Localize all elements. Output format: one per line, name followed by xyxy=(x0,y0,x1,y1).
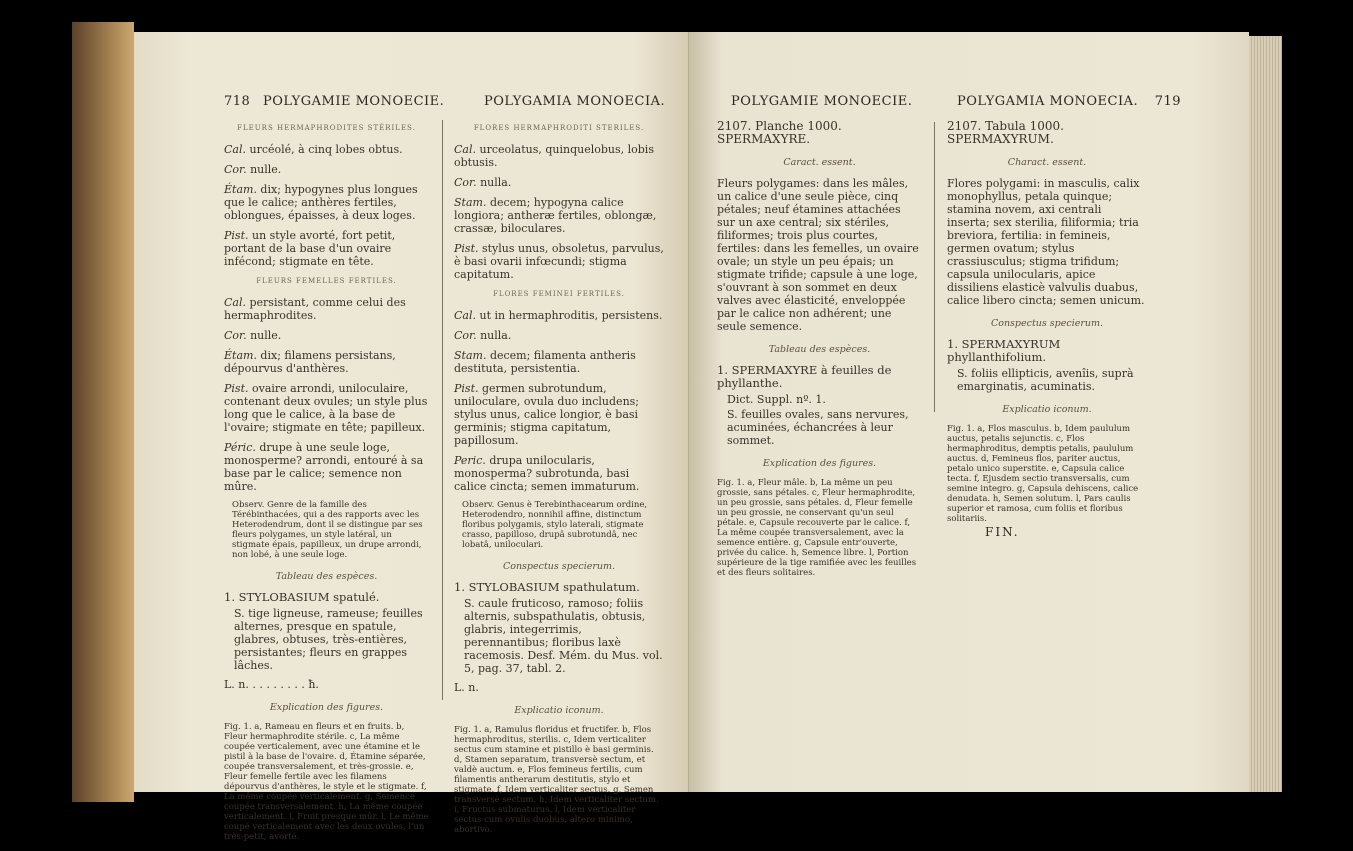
entry-cor xyxy=(224,329,429,342)
entry-text: urcéolé, à cinq lobes obtus. xyxy=(246,143,403,156)
entry-label: Peric. xyxy=(454,454,486,467)
entry-label: Cor. xyxy=(454,176,477,189)
running-head: POLYGAMIA MONOECIA. xyxy=(957,94,1139,109)
figures-heading: Explicatio iconum. xyxy=(1002,404,1092,415)
entry-label: Pist. xyxy=(224,229,249,242)
entry-label: Cal. xyxy=(224,296,246,309)
entry-peric xyxy=(454,454,664,493)
entry-text: decem; filamenta antheris destituta, persistentia. xyxy=(454,349,636,375)
entry-label: Cor. xyxy=(224,163,247,176)
entry-text: nulla. xyxy=(476,329,512,342)
entry-text: ovaire arrondi, uniloculaire, contenant deux ovules; un style plus long que le calice, à la base de l'ovaire; stigmate en tête; papilleux. xyxy=(224,382,428,434)
figures-explanation: Fig. 1. a, Fleur mâle. b, La même un peu grossie, sans pétales. c, Fleur hermaphrodite, un peu grossie, sans pétales. d, Fleur femelle un peu grossie, ne conservant qu'un seul pétale. e, Capsule recouverte par le calice. f, La même coupée transversalement, avec la semence entière. g, Capsule entr'ouverte, privée du calice. h, Semence libre. l, Portion supérieure de la tige ramifiée avec les feuilles et des fleurs solitaires. xyxy=(717,478,917,578)
entry-text: urceolatus, quinquelobus, lobis obtusis. xyxy=(454,143,654,169)
species-title: 1. STYLOBASIUM spathulatum. xyxy=(454,580,640,594)
entry-text: nulle. xyxy=(246,163,282,176)
french-column xyxy=(717,120,922,587)
entry-cal xyxy=(454,143,664,169)
entry-text: persistant, comme celui des hermaphrodites. xyxy=(224,296,406,322)
figures-heading: Explication des figures. xyxy=(269,702,384,713)
entry-etam xyxy=(224,349,429,375)
running-head: POLYGAMIE MONOECIE. xyxy=(262,94,445,109)
entry-text: germen subrotundum, uniloculare, ovula duo includens; stylus unus, calice longior, è basi germinis; stigma capitatum, papillosum. xyxy=(454,382,640,447)
entry-label: Péric. xyxy=(224,441,256,454)
entry-text: nulla. xyxy=(476,176,512,189)
open-book xyxy=(72,22,1282,842)
entry-label: Pist. xyxy=(454,242,479,255)
species-description: S. tige ligneuse, rameuse; feuilles alternes, presque en spatule, glabres, obtuses, très-entières, persistantes; fleurs en grappes lâches. xyxy=(234,607,423,672)
right-page-header-fr: POLYGAMIE MONOECIE. xyxy=(731,94,913,109)
left-page xyxy=(134,32,689,842)
species-table-heading: Tableau des espèces. xyxy=(768,344,871,355)
habitat: L. n. xyxy=(454,681,479,694)
entry-label: Pist. xyxy=(454,382,479,395)
section-heading: FLEURS FEMELLES FERTILES. xyxy=(256,277,397,285)
latin-column xyxy=(454,116,664,844)
character-description: Flores polygami: in masculis, calix monophyllus, petala quinque; stamina novem, axi centrali inserta; sex sterilia, filiformia; tria breviora, fertilia: in femineis, germen ovatum; stylus crassiusculus; stigma trifidum; capsula unilocularis, apice dissiliens elasticè valvulis duabus, calice libero cincta; semen unicum. xyxy=(947,177,1145,307)
section-heading: FLEURS HERMAPHRODITES STÉRILES. xyxy=(237,124,416,132)
observation-note: Observ. Genre de la famille des Térébinthacées, qui a des rapports avec les Heterodendrum, dont il se distingue par ses fleurs polygames, un style latéral, un stigmate épais, papilleux, un drupe arrondi, non lobé, à une seule loge. xyxy=(232,500,423,560)
entry-cor xyxy=(454,176,664,189)
entry-label: Cor. xyxy=(454,329,477,342)
left-page-header-fr xyxy=(224,94,444,109)
entry-pist xyxy=(454,382,664,447)
entry-cor xyxy=(224,163,429,176)
entry-cal xyxy=(224,143,429,156)
entry-label: Stam. xyxy=(454,196,487,209)
figures-heading: Explication des figures. xyxy=(762,458,877,469)
book-edge-left xyxy=(72,22,134,802)
entry-label: Cal. xyxy=(454,143,476,156)
entry-text: dix; hypogynes plus longues que le calice; anthères fertiles, oblongues, épaisses, à deux loges. xyxy=(224,183,418,222)
species-description: S. foliis ellipticis, avenîis, suprà emarginatis, acuminatis. xyxy=(957,367,1134,393)
species-description: S. caule fruticoso, ramoso; foliis alternis, subspathulatis, obtusis, glabris, integerrimis, perennantibus; floribus laxè racemosis. Desf. Mém. du Mus. vol. 5, pag. 37, tabl. 2. xyxy=(464,597,663,675)
figures-explanation: Fig. 1. a, Rameau en fleurs et en fruits. b, Fleur hermaphrodite stérile. c, La même coupée verticalement, avec une étamine et le pistil à la base de l'ovaire. d, Étamine séparée, coupée transversalement, et très-grossie. e, Fleur femelle fertile avec les filamens dépourvus d'anthères, le style et le stigmate. f, La même coupée verticalement. g, Semence coupée transversalement. h, La même coupée verticalement. i, Fruit presque mûr. l, Le même coupé verticalement avec les deux ovules, l'un très-petit, avorté. xyxy=(224,722,429,842)
character-heading: Charact. essent. xyxy=(1007,157,1087,168)
character-description: Fleurs polygames: dans les mâles, un calice d'une seule pièce, cinq pétales; neuf étamines attachées sur un axe central; six stériles, filiformes; trois plus courtes, fertiles: dans les femelles, un ovaire ovale; un style un peu épais; un stigmate trifide; capsule à une loge, s'ouvrant à son sommet en deux valves avec élasticité, enveloppée par le calice non adhérent; une seule semence. xyxy=(717,177,919,333)
entry-text: un style avorté, fort petit, portant de la base d'un ovaire infécond; stigmate en tête. xyxy=(224,229,396,268)
entry-cal xyxy=(454,309,664,322)
entry-cor xyxy=(454,329,664,342)
entry-label: Stam. xyxy=(454,349,487,362)
entry-text: ut in hermaphroditis, persistens. xyxy=(476,309,663,322)
plate-title: 2107. Tabula 1000. SPERMAXYRUM. xyxy=(947,119,1064,146)
entry-label: Cal. xyxy=(454,309,476,322)
species-reference: Dict. Suppl. nº. 1. xyxy=(727,393,826,406)
entry-text: dix; filamens persistans, dépourvus d'anthères. xyxy=(224,349,396,375)
species-table-heading: Tableau des espèces. xyxy=(275,571,378,582)
figures-explanation: Fig. 1. a, Ramulus floridus et fructifer. b, Flos hermaphroditus, sterilis. c, Idem verticaliter sectus cum stamine et pistillo è basi germinis. d, Stamen separatum, transversè sectum, et valdè auctum. e, Flos femineus fertilis, cum filamentis antherarum destitutis, stylo et stigmate. f, Idem verticaliter sectus. g, Semen transversè sectum. h, Idem verticaliter sectum. i, Fructus submaturus. l, Idem verticaliter sectus cum ovulis duobus, altero minimo, abortivo. xyxy=(454,725,659,835)
entry-label: Étam. xyxy=(224,349,257,362)
species-table-heading: Conspectus specierum. xyxy=(990,318,1104,329)
entry-label: Pist. xyxy=(224,382,249,395)
entry-pist xyxy=(454,242,664,281)
right-page-header-la xyxy=(957,94,1189,109)
entry-text: nulle. xyxy=(246,329,282,342)
species-description: S. feuilles ovales, sans nervures, acuminées, échancrées à leur sommet. xyxy=(727,408,909,447)
entry-etam xyxy=(224,183,429,222)
species-title: 1. STYLOBASIUM spatulé. xyxy=(224,590,380,604)
habitat: L. n. . . . . . . . . ħ. xyxy=(224,678,319,691)
species-title: 1. SPERMAXYRE à feuilles de phyllanthe. xyxy=(717,363,892,390)
book-edge-right xyxy=(1249,36,1282,792)
entry-text: decem; hypogyna calice longiora; antheræ fertiles, oblongæ, crassæ, biloculares. xyxy=(454,196,657,235)
entry-text: stylus unus, obsoletus, parvulus, è basi ovarii infœcundi; stigma capitatum. xyxy=(454,242,664,281)
observation-note: Observ. Genus è Terebinthacearum ordine, Heterodendro, nonnihil affine, distinctum floribus polygamis, stylo laterali, stigmate crasso, papilloso, drupâ subrotundâ, nec lobatâ, uniloculari. xyxy=(462,500,648,550)
entry-label: Étam. xyxy=(224,183,257,196)
entry-pist xyxy=(224,229,429,268)
latin-column xyxy=(947,120,1147,533)
plate-title: 2107. Planche 1000. SPERMAXYRE. xyxy=(717,119,842,146)
french-column xyxy=(224,116,429,851)
entry-stam xyxy=(454,196,664,235)
entry-pist xyxy=(224,382,429,434)
figures-explanation: Fig. 1. a, Flos masculus. b, Idem paululum auctus, petalis sejunctis. c, Flos hermaphroditus, demptis petalis, paululum auctus. d, Femineus flos, pariter auctus, petalo unico superstite. e, Capsula calice tecta. f, Ejusdem sectio transversalis, cum semine integro. g, Capsula dehiscens, calice denudata. h, Semen solutum. l, Pars caulis superior et ramosa, cum foliis et floribus solitariis. xyxy=(947,424,1139,524)
column-rule xyxy=(442,120,443,700)
entry-text: drupa unilocularis, monosperma? subrotunda, basi calice cincta; semen immaturum. xyxy=(454,454,640,493)
page-number: 718 xyxy=(224,94,251,109)
left-page-header-la: POLYGAMIA MONOECIA. xyxy=(484,94,666,109)
right-page xyxy=(689,32,1249,792)
entry-cal xyxy=(224,296,429,322)
entry-label: Cal. xyxy=(224,143,246,156)
section-heading: FLORES FEMINEI FERTILES. xyxy=(493,290,625,298)
section-heading: FLORES HERMAPHRODITI STERILES. xyxy=(473,124,645,132)
figures-heading: Explicatio iconum. xyxy=(514,705,604,716)
page-number: 719 xyxy=(1154,94,1182,109)
fin-mark: FIN. xyxy=(985,525,1020,539)
entry-stam xyxy=(454,349,664,375)
character-heading: Caract. essent. xyxy=(783,157,856,168)
entry-peric xyxy=(224,441,429,493)
entry-label: Cor. xyxy=(224,329,247,342)
species-title: 1. SPERMAXYRUM phyllanthifolium. xyxy=(947,337,1061,364)
column-rule xyxy=(934,122,935,412)
species-table-heading: Conspectus specierum. xyxy=(502,561,616,572)
entry-text: drupe à une seule loge, monosperme? arrondi, entouré à sa base par le calice; semence non mûre. xyxy=(224,441,424,493)
